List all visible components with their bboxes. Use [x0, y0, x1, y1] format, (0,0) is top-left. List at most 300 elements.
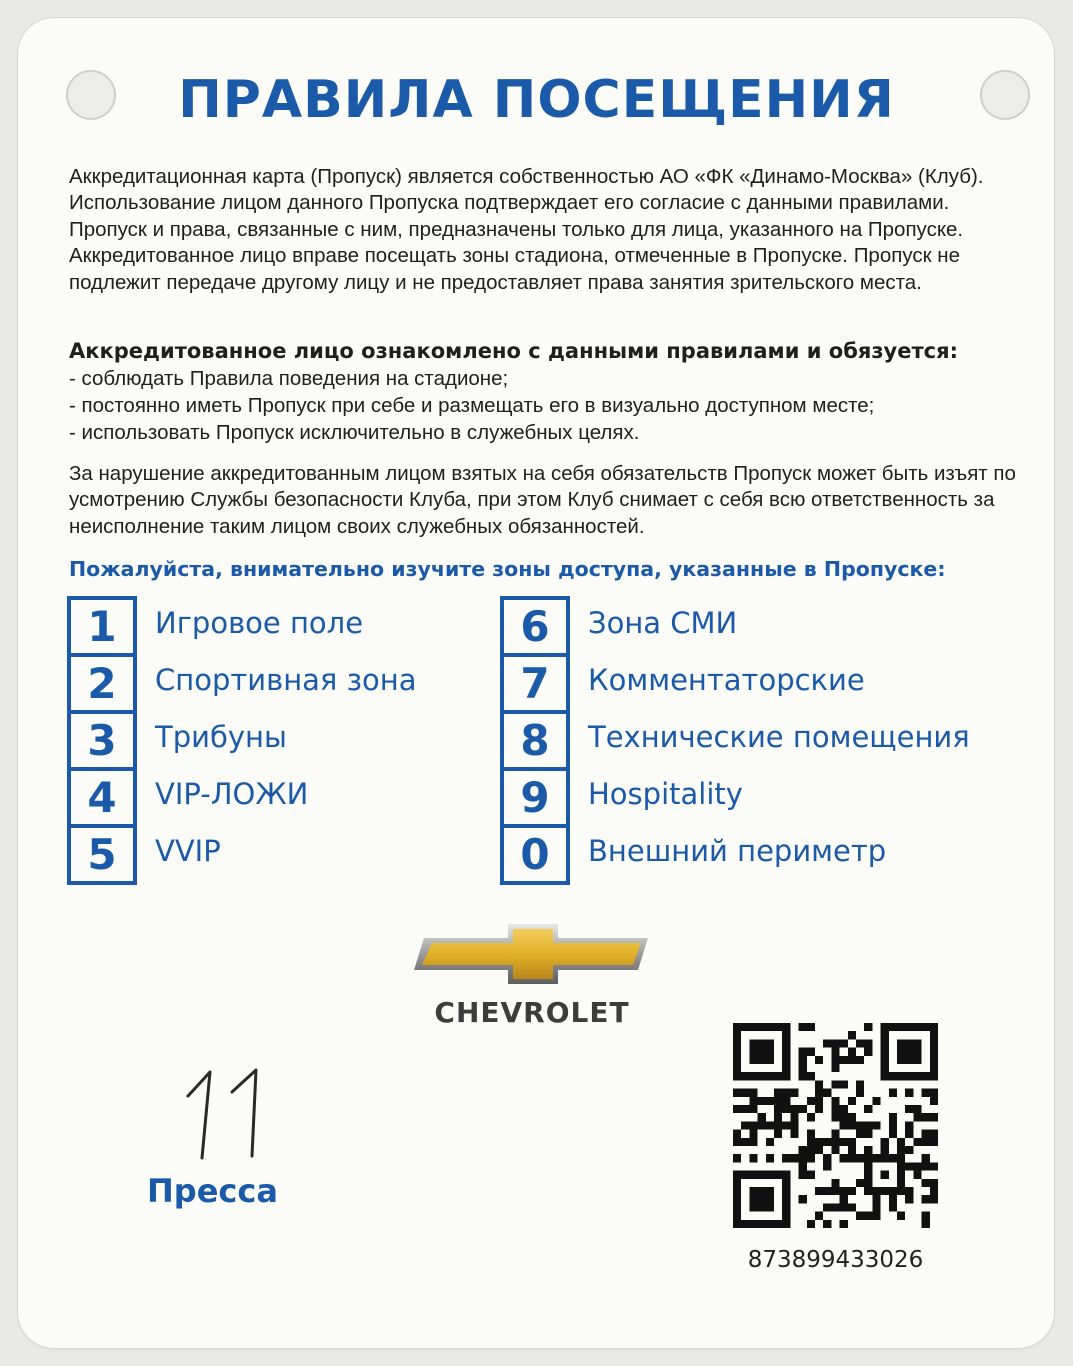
qr-module [741, 1023, 749, 1031]
qr-module [831, 1146, 839, 1154]
qr-module [774, 1121, 782, 1129]
qr-module [758, 1113, 766, 1121]
qr-module [749, 1105, 757, 1113]
qr-module [749, 1220, 757, 1228]
qr-module [831, 1130, 839, 1138]
qr-module [922, 1162, 930, 1170]
qr-module [840, 1121, 848, 1129]
qr-module [782, 1089, 790, 1097]
zone-number: 9 [500, 767, 570, 824]
qr-module [840, 1203, 848, 1211]
handwritten-number [180, 1066, 280, 1162]
qr-module [856, 1080, 864, 1088]
qr-module [881, 1138, 889, 1146]
qr-module [807, 1048, 815, 1056]
qr-module [905, 1105, 913, 1113]
qr-module [881, 1056, 889, 1064]
qr-module [799, 1146, 807, 1154]
obligation-item: - постоянно иметь Пропуск при себе и размещать его в визуально доступном месте; [69, 394, 875, 417]
qr-module [749, 1195, 757, 1203]
qr-module [807, 1146, 815, 1154]
qr-module [905, 1023, 913, 1031]
qr-module [766, 1072, 774, 1080]
qr-module [889, 1072, 897, 1080]
qr-module [790, 1089, 798, 1097]
qr-module [897, 1138, 905, 1146]
qr-module [930, 1039, 938, 1047]
qr-module [790, 1154, 798, 1162]
qr-module [758, 1097, 766, 1105]
qr-module [831, 1039, 839, 1047]
qr-module [930, 1138, 938, 1146]
qr-module [922, 1113, 930, 1121]
qr-module [799, 1171, 807, 1179]
qr-module [831, 1056, 839, 1064]
qr-module [790, 1113, 798, 1121]
qr-module [782, 1212, 790, 1220]
qr-module [799, 1056, 807, 1064]
qr-module [922, 1154, 930, 1162]
qr-module [815, 1105, 823, 1113]
qr-module [864, 1039, 872, 1047]
qr-module [799, 1023, 807, 1031]
qr-module [856, 1212, 864, 1220]
qr-module [758, 1023, 766, 1031]
intro-paragraph: Аккредитационная карта (Пропуск) является собственностью АО «ФК «Динамо-Москва» (Клуб). Использование лицом данного Пропуска подтверждает его согласие с данными правилами. Пропуск и права, связанные с ним, предназначены только для лица, указанного на Пропуске. Аккредитованное лицо вправе посещать зоны стадиона, отмеченные в Пропуске. Пропуск не подлежит передаче другому лицу и не предоставляет права занятия зрительского места. [69, 165, 984, 294]
qr-module [749, 1121, 757, 1129]
qr-module [864, 1154, 872, 1162]
qr-module [889, 1089, 897, 1097]
qr-module [758, 1195, 766, 1203]
qr-module [848, 1097, 856, 1105]
qr-module [823, 1203, 831, 1211]
qr-module [856, 1121, 864, 1129]
qr-module [815, 1097, 823, 1105]
qr-module [733, 1072, 741, 1080]
qr-module [733, 1039, 741, 1047]
qr-module [782, 1171, 790, 1179]
qr-module [930, 1162, 938, 1170]
qr-module [864, 1023, 872, 1031]
qr-module [913, 1162, 921, 1170]
qr-module [913, 1048, 921, 1056]
zone-label: Зона СМИ [588, 606, 738, 640]
qr-module [782, 1121, 790, 1129]
qr-module [881, 1064, 889, 1072]
qr-module [766, 1056, 774, 1064]
qr-module [815, 1056, 823, 1064]
qr-module [848, 1138, 856, 1146]
qr-module [758, 1121, 766, 1129]
qr-module [741, 1121, 749, 1129]
qr-module [897, 1146, 905, 1154]
qr-module [749, 1039, 757, 1047]
qr-module [749, 1089, 757, 1097]
qr-module [856, 1039, 864, 1047]
qr-module [749, 1154, 757, 1162]
qr-module [749, 1187, 757, 1195]
qr-module [831, 1113, 839, 1121]
qr-module [758, 1056, 766, 1064]
qr-module [889, 1154, 897, 1162]
qr-module [766, 1023, 774, 1031]
qr-module [782, 1154, 790, 1162]
qr-module [807, 1072, 815, 1080]
qr-module [897, 1056, 905, 1064]
qr-module [922, 1072, 930, 1080]
qr-module [749, 1171, 757, 1179]
qr-module [872, 1212, 880, 1220]
qr-module [807, 1130, 815, 1138]
qr-module [733, 1089, 741, 1097]
qr-module [889, 1195, 897, 1203]
qr-module [766, 1171, 774, 1179]
zone-label: Спортивная зона [155, 663, 417, 697]
qr-module [889, 1121, 897, 1129]
qr-module [749, 1097, 757, 1105]
qr-module [766, 1195, 774, 1203]
qr-module [840, 1154, 848, 1162]
qr-module [840, 1056, 848, 1064]
qr-module [799, 1105, 807, 1113]
qr-module [733, 1064, 741, 1072]
qr-module [766, 1187, 774, 1195]
qr-module [922, 1220, 930, 1228]
qr-module [930, 1023, 938, 1031]
qr-module [905, 1162, 913, 1170]
qr-module [897, 1162, 905, 1170]
qr-module [905, 1089, 913, 1097]
qr-module [856, 1130, 864, 1138]
qr-module [856, 1154, 864, 1162]
qr-module [774, 1130, 782, 1138]
qr-module [848, 1146, 856, 1154]
qr-module [774, 1023, 782, 1031]
qr-module [815, 1089, 823, 1097]
qr-module [741, 1220, 749, 1228]
qr-module [782, 1187, 790, 1195]
qr-module [930, 1056, 938, 1064]
qr-module [782, 1031, 790, 1039]
obligation-item: - использовать Пропуск исключительно в служебных целях. [69, 421, 640, 444]
qr-module [782, 1039, 790, 1047]
qr-module [831, 1080, 839, 1088]
qr-module [733, 1130, 741, 1138]
qr-module [766, 1039, 774, 1047]
qr-module [881, 1146, 889, 1154]
qr-module [905, 1072, 913, 1080]
qr-module [782, 1072, 790, 1080]
qr-module [881, 1072, 889, 1080]
zone-label: Hospitality [588, 777, 743, 811]
qr-module [749, 1138, 757, 1146]
qr-module [823, 1039, 831, 1047]
qr-module [930, 1064, 938, 1072]
qr-module [872, 1203, 880, 1211]
qr-module [733, 1171, 741, 1179]
qr-module [897, 1179, 905, 1187]
qr-module [889, 1130, 897, 1138]
zone-number: 8 [500, 710, 570, 767]
qr-module [905, 1187, 913, 1195]
qr-module [840, 1080, 848, 1088]
qr-module [733, 1187, 741, 1195]
qr-module [864, 1162, 872, 1170]
qr-module [823, 1138, 831, 1146]
qr-module [872, 1187, 880, 1195]
qr-module [856, 1089, 864, 1097]
qr-module [930, 1113, 938, 1121]
qr-module [840, 1220, 848, 1228]
qr-module [774, 1113, 782, 1121]
qr-module [758, 1039, 766, 1047]
page-title: ПРАВИЛА ПОСЕЩЕНИЯ [178, 70, 895, 130]
qr-module [881, 1031, 889, 1039]
qr-module [758, 1203, 766, 1211]
qr-module [749, 1203, 757, 1211]
qr-module [807, 1171, 815, 1179]
zone-number: 1 [67, 596, 137, 653]
qr-module [872, 1097, 880, 1105]
qr-module [856, 1179, 864, 1187]
zone-label: VVIP [155, 834, 221, 868]
qr-module [758, 1048, 766, 1056]
qr-module [831, 1048, 839, 1056]
zone-label: Комментаторские [588, 663, 865, 697]
qr-code [733, 1023, 938, 1228]
qr-module [782, 1023, 790, 1031]
qr-module [905, 1056, 913, 1064]
zone-number: 5 [67, 824, 137, 885]
qr-module [922, 1212, 930, 1220]
qr-module [889, 1023, 897, 1031]
qr-module [807, 1138, 815, 1146]
qr-module [905, 1039, 913, 1047]
qr-module [823, 1089, 831, 1097]
qr-module [840, 1187, 848, 1195]
qr-module [733, 1023, 741, 1031]
qr-module [881, 1187, 889, 1195]
qr-module [897, 1154, 905, 1162]
qr-module [930, 1195, 938, 1203]
qr-module [807, 1097, 815, 1105]
qr-module [799, 1072, 807, 1080]
qr-module [815, 1146, 823, 1154]
qr-module [741, 1171, 749, 1179]
zone-number: 6 [500, 596, 570, 653]
qr-module [913, 1138, 921, 1146]
qr-module [733, 1154, 741, 1162]
zone-number: 2 [67, 653, 137, 710]
qr-module [815, 1212, 823, 1220]
qr-module [848, 1203, 856, 1211]
qr-module [782, 1203, 790, 1211]
qr-module [913, 1072, 921, 1080]
qr-module [872, 1154, 880, 1162]
qr-module [807, 1220, 815, 1228]
qr-module [807, 1023, 815, 1031]
zone-label: Игровое поле [155, 606, 364, 640]
qr-module [733, 1203, 741, 1211]
qr-module [913, 1039, 921, 1047]
qr-module [848, 1048, 856, 1056]
zone-label: VIP-ЛОЖИ [155, 777, 309, 811]
qr-module [782, 1048, 790, 1056]
qr-module [831, 1203, 839, 1211]
qr-module [782, 1064, 790, 1072]
qr-module [790, 1105, 798, 1113]
zone-label: Технические помещения [588, 720, 970, 754]
qr-module [733, 1105, 741, 1113]
qr-module [774, 1097, 782, 1105]
qr-module [774, 1072, 782, 1080]
qr-module [922, 1138, 930, 1146]
qr-module [922, 1195, 930, 1203]
obligation-item: - соблюдать Правила поведения на стадионе; [69, 367, 509, 390]
qr-module [864, 1130, 872, 1138]
qr-module [733, 1212, 741, 1220]
qr-module [922, 1130, 930, 1138]
qr-module [799, 1064, 807, 1072]
qr-module [823, 1220, 831, 1228]
qr-module [881, 1154, 889, 1162]
zone-label: Внешний периметр [588, 834, 887, 868]
qr-module [831, 1138, 839, 1146]
qr-module [864, 1179, 872, 1187]
qr-module [807, 1113, 815, 1121]
qr-module [930, 1072, 938, 1080]
qr-module [766, 1138, 774, 1146]
qr-module [881, 1171, 889, 1179]
qr-module [897, 1187, 905, 1195]
qr-module [758, 1220, 766, 1228]
qr-module [864, 1212, 872, 1220]
qr-module [774, 1105, 782, 1113]
qr-module [930, 1031, 938, 1039]
qr-module [733, 1048, 741, 1056]
qr-module [766, 1203, 774, 1211]
qr-module [782, 1179, 790, 1187]
qr-module [897, 1023, 905, 1031]
qr-module [741, 1138, 749, 1146]
qr-module [823, 1162, 831, 1170]
qr-module [790, 1130, 798, 1138]
qr-module [799, 1154, 807, 1162]
qr-module [922, 1179, 930, 1187]
obligations-heading: Аккредитованное лицо ознакомлено с данными правилами и обязуется: [69, 339, 958, 363]
qr-module [905, 1146, 913, 1154]
qr-module [872, 1121, 880, 1129]
qr-module [774, 1089, 782, 1097]
qr-module [881, 1023, 889, 1031]
qr-module [930, 1089, 938, 1097]
qr-module [766, 1154, 774, 1162]
qr-module [848, 1056, 856, 1064]
qr-module [758, 1171, 766, 1179]
qr-module [856, 1056, 864, 1064]
qr-module [930, 1187, 938, 1195]
qr-module [913, 1023, 921, 1031]
qr-module [905, 1048, 913, 1056]
qr-module [741, 1105, 749, 1113]
qr-module [766, 1220, 774, 1228]
qr-module [913, 1113, 921, 1121]
qr-module [823, 1187, 831, 1195]
qr-module [741, 1072, 749, 1080]
qr-module [831, 1179, 839, 1187]
qr-module [799, 1162, 807, 1170]
qr-module [733, 1056, 741, 1064]
qr-module [922, 1023, 930, 1031]
qr-module [913, 1171, 921, 1179]
qr-module [897, 1171, 905, 1179]
qr-module [864, 1105, 872, 1113]
qr-module [766, 1048, 774, 1056]
qr-module [807, 1154, 815, 1162]
qr-module [749, 1130, 757, 1138]
qr-module [815, 1187, 823, 1195]
zone-number: 3 [67, 710, 137, 767]
qr-module [840, 1039, 848, 1047]
qr-module [831, 1105, 839, 1113]
zone-number: 4 [67, 767, 137, 824]
sponsor-wordmark: CHEVROLET [434, 996, 630, 1029]
qr-module [905, 1121, 913, 1129]
qr-module [733, 1179, 741, 1187]
qr-module [922, 1089, 930, 1097]
category-label: Пресса [147, 1172, 278, 1210]
qr-module [749, 1023, 757, 1031]
qr-module [872, 1195, 880, 1203]
qr-module [815, 1080, 823, 1088]
qr-module [766, 1097, 774, 1105]
qr-module [799, 1195, 807, 1203]
qr-module [889, 1187, 897, 1195]
qr-module [864, 1146, 872, 1154]
qr-module [782, 1220, 790, 1228]
qr-module [766, 1121, 774, 1129]
qr-module [848, 1031, 856, 1039]
qr-module [913, 1105, 921, 1113]
qr-module [782, 1056, 790, 1064]
zone-number: 7 [500, 653, 570, 710]
qr-module [864, 1048, 872, 1056]
violation-paragraph: За нарушение аккредитованным лицом взятых на себя обязательств Пропуск может быть изъят по усмотрению Службы безопасности Клуба, при этом Клуб снимает с себя всю ответственность за неисполнение таким лицом своих служебных обязанностей. [69, 462, 1016, 538]
qr-module [840, 1113, 848, 1121]
qr-module [930, 1130, 938, 1138]
qr-module [733, 1031, 741, 1039]
qr-module [749, 1072, 757, 1080]
qr-module [930, 1179, 938, 1187]
zone-label: Трибуны [155, 720, 287, 754]
qr-module [897, 1212, 905, 1220]
qr-module [790, 1121, 798, 1129]
qr-module [840, 1105, 848, 1113]
qr-module [774, 1220, 782, 1228]
qr-module [930, 1097, 938, 1105]
qr-module [840, 1138, 848, 1146]
qr-module [905, 1130, 913, 1138]
qr-module [897, 1048, 905, 1056]
qr-module [848, 1113, 856, 1121]
qr-module [889, 1113, 897, 1121]
qr-module [831, 1097, 839, 1105]
qr-module [905, 1195, 913, 1203]
qr-module [782, 1097, 790, 1105]
qr-module [881, 1039, 889, 1047]
qr-module [741, 1089, 749, 1097]
zone-number: 0 [500, 824, 570, 885]
